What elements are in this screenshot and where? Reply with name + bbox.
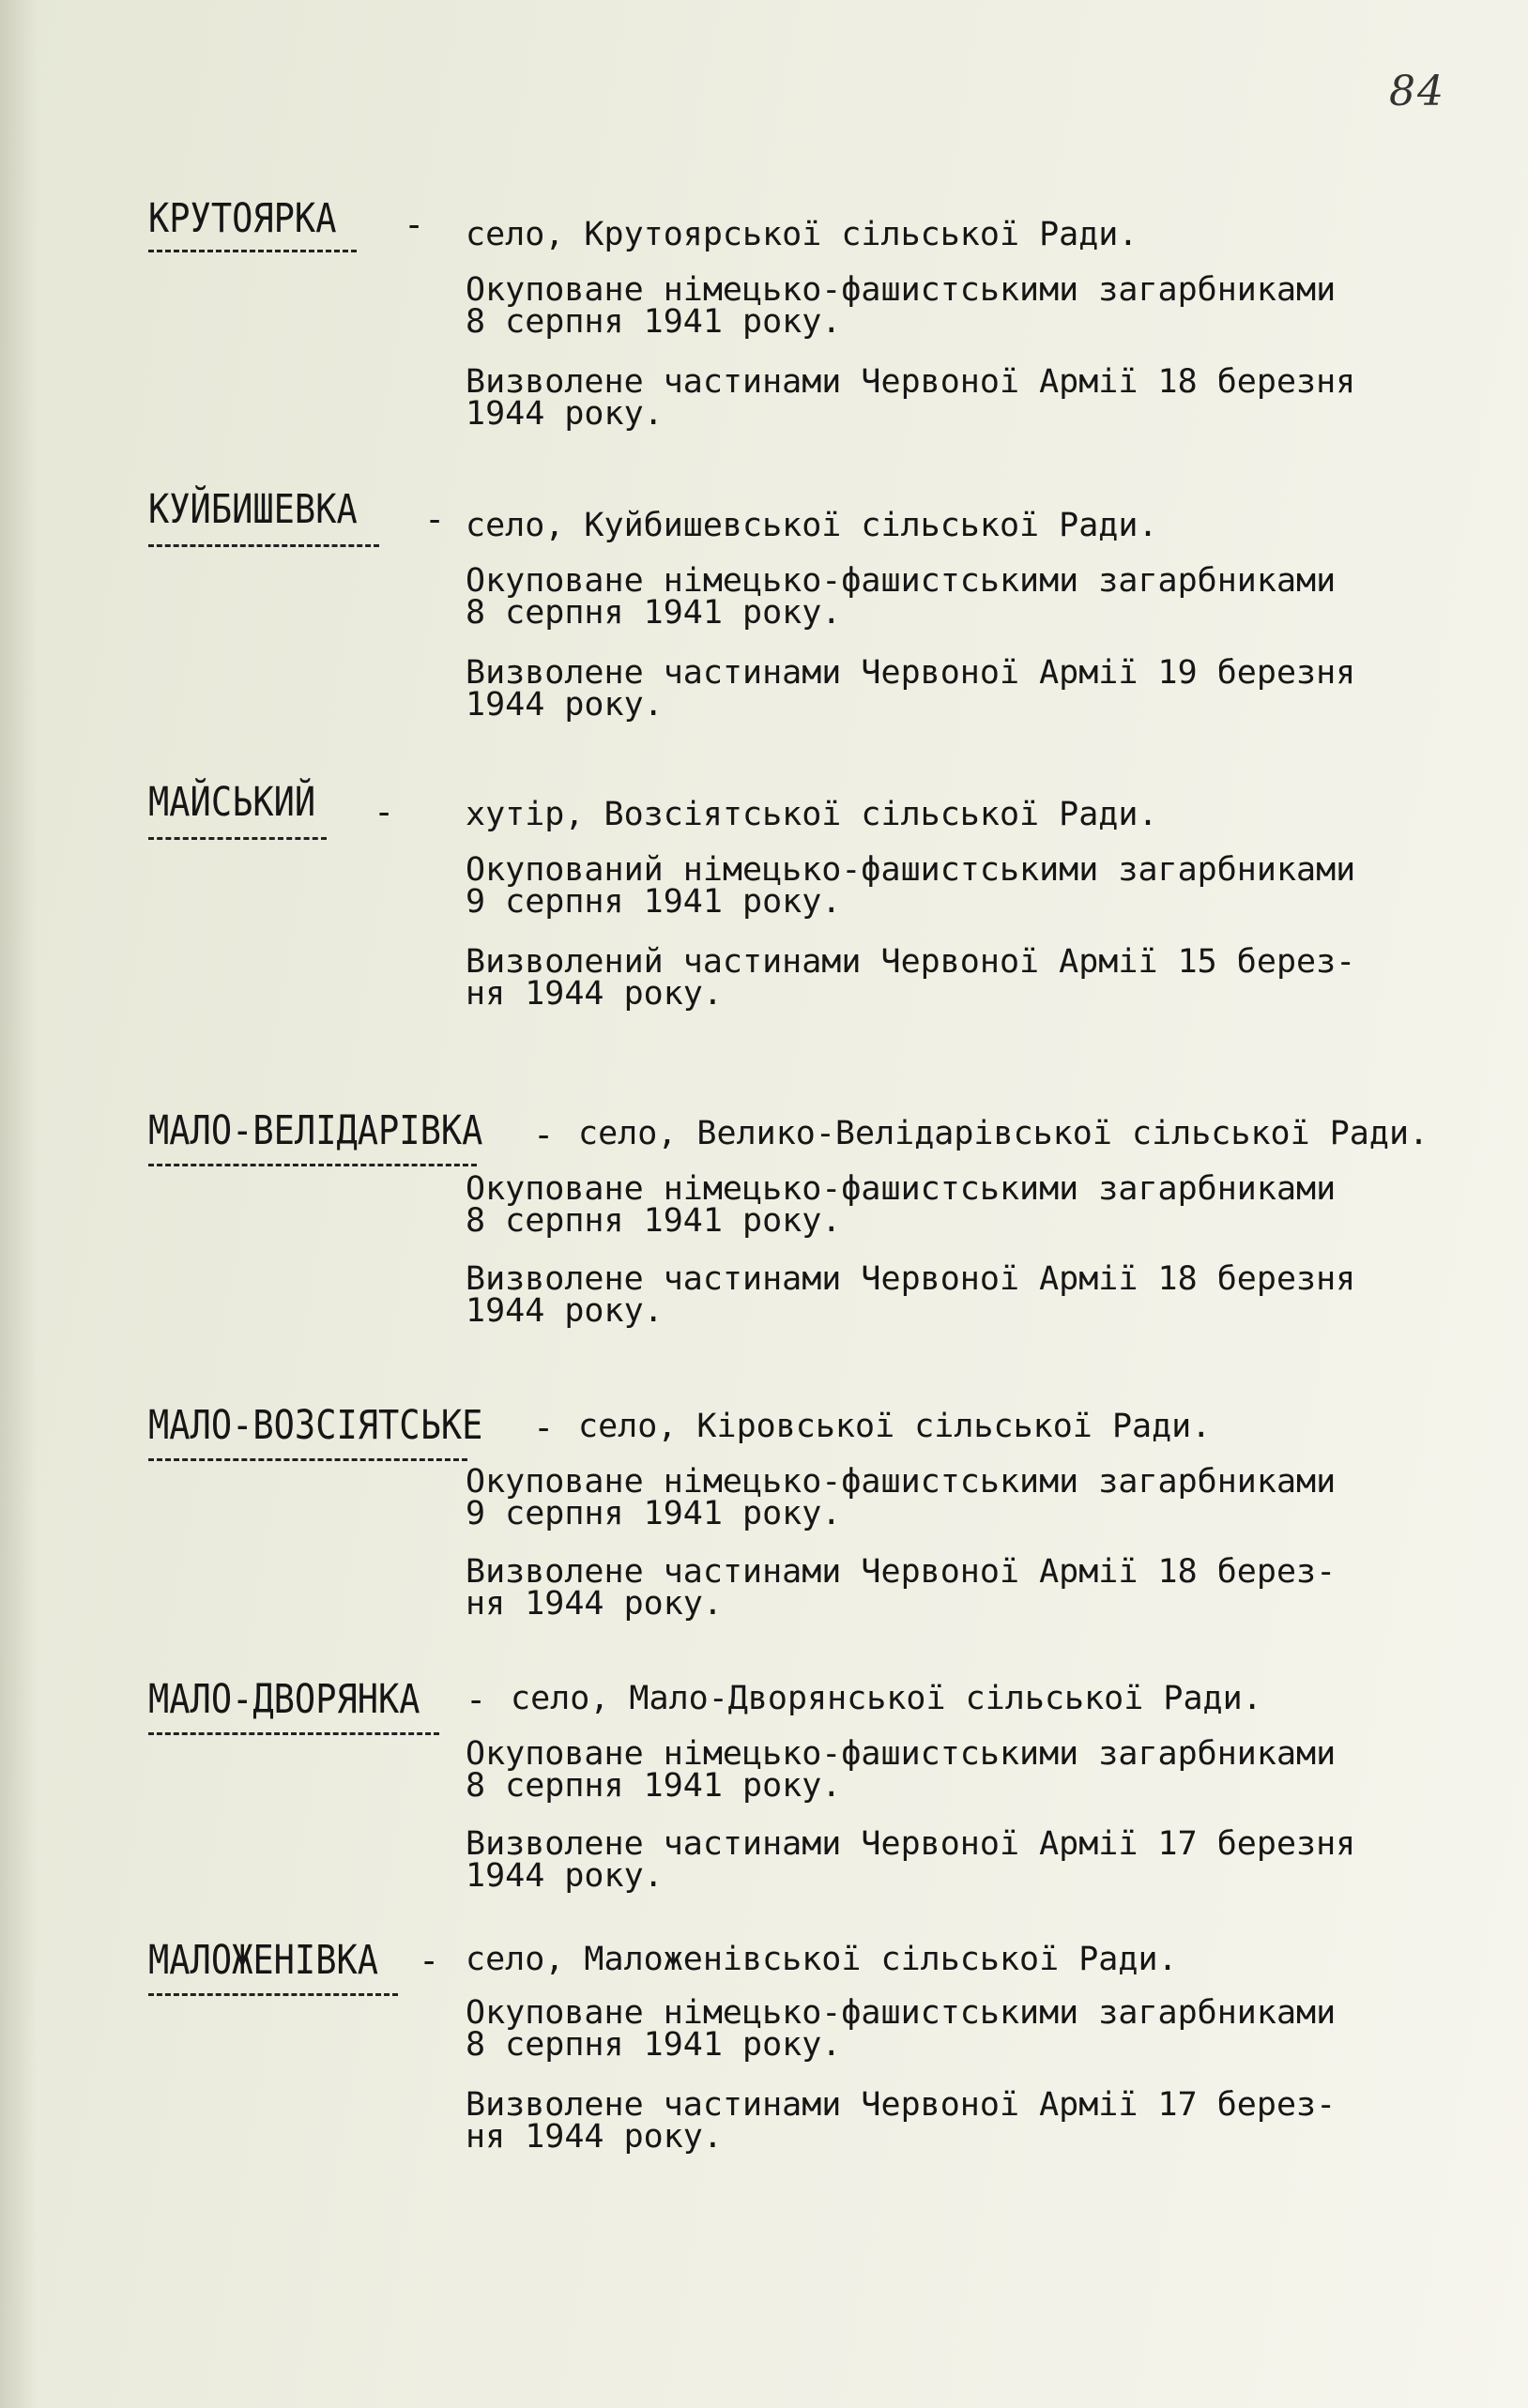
- entry-name-underline: [148, 1732, 439, 1735]
- entry-dash: -: [424, 499, 446, 540]
- entry-dash: -: [533, 1408, 555, 1448]
- entry-occupied-line-2: 8 серпня 1941 року.: [466, 1202, 842, 1240]
- entry-liberated-line-2: ня 1944 року.: [466, 975, 723, 1013]
- entry-liberated-line-1: Визволене частинами Червоної Армії 18 березня: [466, 1260, 1356, 1298]
- page-edge-shadow: [0, 0, 38, 2408]
- entry-type: село, Маложенівської сільської Ради.: [466, 1941, 1178, 1978]
- entry-dash: -: [374, 792, 395, 832]
- entry-liberated-line-1: Визволене частинами Червоної Армії 17 берез-: [466, 2086, 1337, 2124]
- page-number: 84: [1389, 68, 1445, 115]
- entry-occupied-line-1: Окуповане німецько-фашистськими загарбниками: [466, 271, 1337, 309]
- entry-liberated-line-1: Визволене частинами Червоної Армії 18 березня: [466, 363, 1356, 401]
- entry-occupied-line-1: Окуповане німецько-фашистськими загарбниками: [466, 562, 1337, 600]
- entry-liberated-line-2: 1944 року.: [466, 395, 664, 433]
- entry-type: село, Крутоярської сільської Ради.: [466, 216, 1138, 253]
- entry-name-underline: [148, 837, 327, 840]
- entry-type: село, Куйбишевської сільської Ради.: [466, 507, 1158, 544]
- entry-occupied-line-2: 9 серпня 1941 року.: [466, 883, 842, 921]
- entry-liberated-line-1: Визволене частинами Червоної Армії 18 берез-: [466, 1553, 1337, 1591]
- entry-occupied-line-1: Окуповане німецько-фашистськими загарбниками: [466, 1463, 1337, 1501]
- entry-liberated-line-1: Визволене частинами Червоної Армії 19 березня: [466, 654, 1356, 692]
- entry-occupied-line-1: Окуповане німецько-фашистськими загарбниками: [466, 1170, 1337, 1208]
- entry-name: МАЙСЬКИЙ: [148, 779, 316, 826]
- entry-occupied-line-2: 8 серпня 1941 року.: [466, 594, 842, 632]
- entry-liberated-line-1: Визволене частинами Червоної Армії 17 березня: [466, 1825, 1356, 1863]
- entry-name: МАЛОЖЕНІВКА: [148, 1937, 379, 1984]
- entry-type: село, Мало-Дворянської сільської Ради.: [511, 1680, 1262, 1717]
- entry-occupied-line-1: Окупований німецько-фашистськими загарбниками: [466, 851, 1356, 889]
- entry-liberated-line-2: 1944 року.: [466, 686, 664, 724]
- entry-liberated-line-2: 1944 року.: [466, 1292, 664, 1330]
- entry-type: село, Кіровської сільської Ради.: [578, 1408, 1212, 1445]
- entry-name: МАЛО-ВЕЛІДАРІВКА: [148, 1107, 483, 1154]
- entry-type: село, Велико-Велідарівської сільської Ради.: [578, 1115, 1429, 1152]
- entry-occupied-line-2: 8 серпня 1941 року.: [466, 1767, 842, 1805]
- entry-dash: -: [466, 1680, 487, 1720]
- entry-occupied-line-2: 9 серпня 1941 року.: [466, 1495, 842, 1532]
- entry-name: МАЛО-ДВОРЯНКА: [148, 1676, 420, 1723]
- entry-name-underline: [148, 1993, 398, 1996]
- entry-liberated-line-2: 1944 року.: [466, 1857, 664, 1895]
- entry-type: хутір, Возсіятської сільської Ради.: [466, 796, 1158, 833]
- entry-occupied-line-2: 8 серпня 1941 року.: [466, 303, 842, 341]
- entry-name: КРУТОЯРКА: [148, 195, 337, 242]
- entry-occupied-line-1: Окуповане німецько-фашистськими загарбниками: [466, 1994, 1337, 2032]
- entry-liberated-line-2: ня 1944 року.: [466, 1585, 723, 1623]
- entry-occupied-line-1: Окуповане німецько-фашистськими загарбниками: [466, 1735, 1337, 1773]
- entry-liberated-line-2: ня 1944 року.: [466, 2118, 723, 2156]
- entry-name: МАЛО-ВОЗСІЯТСЬКЕ: [148, 1402, 483, 1449]
- entry-name-underline: [148, 544, 379, 547]
- entry-name-underline: [148, 1164, 477, 1166]
- entry-dash: -: [533, 1115, 555, 1155]
- entry-name-underline: [148, 250, 357, 252]
- entry-name: КУЙБИШЕВКА: [148, 486, 358, 533]
- entry-name-underline: [148, 1458, 467, 1461]
- entry-occupied-line-2: 8 серпня 1941 року.: [466, 2026, 842, 2064]
- entry-dash: -: [404, 205, 425, 245]
- entry-liberated-line-1: Визволений частинами Червоної Армії 15 берез-: [466, 943, 1356, 981]
- entry-dash: -: [419, 1941, 440, 1981]
